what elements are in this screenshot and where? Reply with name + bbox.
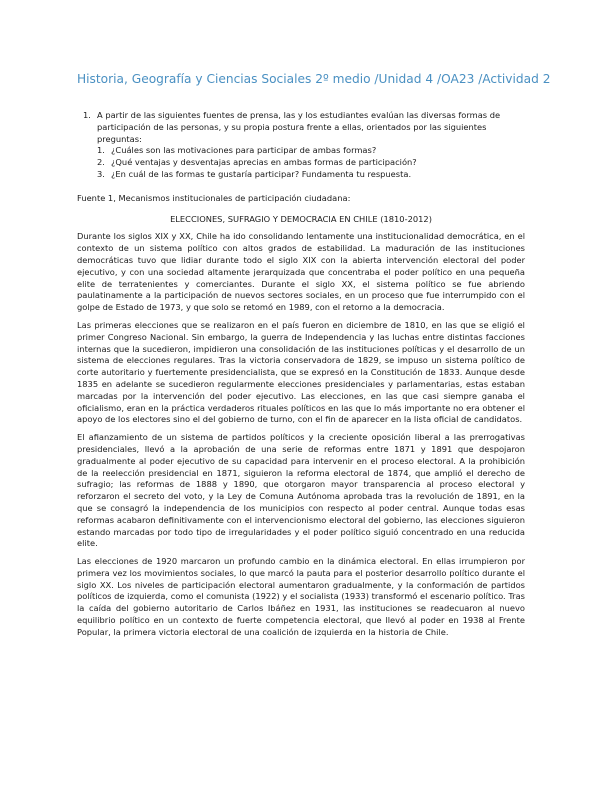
question-text: ¿Cuáles son las motivaciones para participar de ambas formas? — [111, 145, 377, 156]
question-text: ¿En cuál de las formas te gustaría participar? Fundamenta tu respuesta. — [111, 168, 412, 179]
question-item — [97, 145, 525, 157]
page-title: Historia, Geografía y Ciencias Sociales 2º medio /Unidad 4 /OA23 /Actividad 2 — [77, 72, 551, 86]
source-paragraph: El afianzamiento de un sistema de partidos políticos y la creciente oposición liberal a las prerrogativas presidenciales, llevó a la aprobación de una serie de reformas entre 1871 y 1891 que despojaron gradualmente al poder ejecutivo de su capacidad para intervenir en el proceso electoral. A la prohibición de la reelección presidencial en 1871, siguieron la reforma electoral de 1874, que amplió el derecho de sufragio; las reformas de 1888 y 1890, que otorgaron mayor transparencia al proceso electoral y reforzaron el secreto del voto, y la Ley de Comuna Autónoma aprobada tras la revolución de 1891, en la que se consagró la independencia de los municipios con respecto al poder central. Aunque todas esas reformas acabaron definitivamente con el intervencionismo electoral del gobierno, las elecciones siguieron estando marcadas por todo tipo de irregularidades y el poder político siguió concentrado en una reducida elite. — [77, 432, 525, 549]
question-number: 2. — [97, 157, 105, 168]
activity-number: 1. — [83, 110, 91, 120]
question-item — [97, 169, 525, 181]
question-item — [97, 157, 525, 169]
question-list — [97, 145, 525, 180]
question-number: 3. — [97, 168, 105, 179]
source-paragraph: Las primeras elecciones que se realizaron en el país fueron en diciembre de 1810, en las que se eligió el primer Congreso Nacional. Sin embargo, la guerra de Independencia y las luchas entre distintas facciones internas que la sucedieron, impidieron una consolidación de las instituciones políticas y el desarrollo de un sistema de elecciones regulares. Tras la victoria conservadora de 1829, se impuso un sistema político de corte autoritario y fuertemente presidencialista, que se expresó en la Constitución de 1833. Aunque desde 1835 en adelante se sucedieron regularmente elecciones presidenciales y parlamentarias, estas estaban marcadas por la intervención del poder ejecutivo. Las elecciones, en las que casi siempre ganaba el oficialismo, eran en la práctica verdaderos rituales políticos en las que lo más importante no era obtener el apoyo de los electores sino el del gobierno de turno, con el fin de aparecer en la lista oficial de candidatos. — [77, 319, 525, 425]
source-label: Fuente 1, Mecanismos institucionales de participación ciudadana: — [77, 192, 351, 203]
activity-intro: A partir de las siguientes fuentes de prensa, las y los estudiantes evalúan las diversas formas de participación de las personas, y su propia postura frente a ellas, orientados por las siguientes preguntas: — [97, 110, 501, 144]
question-text: ¿Qué ventajas y desventajas aprecias en ambas formas de participación? — [111, 157, 417, 168]
source-title: ELECCIONES, SUFRAGIO Y DEMOCRACIA EN CHILE (1810-2012) — [170, 213, 432, 224]
activity-item — [83, 110, 525, 181]
question-number: 1. — [97, 145, 105, 156]
document-content — [77, 110, 525, 639]
source-paragraph: Las elecciones de 1920 marcaron un profundo cambio en la dinámica electoral. En ellas irrumpieron por primera vez los movimientos sociales, lo que marcó la pauta para el posterior desarrollo político durante el siglo XX. Los niveles de participación electoral aumentaron gradualmente, y la conformación de partidos políticos de izquierda, como el comunista (1922) y el socialista (1933) transformó el escenario político. Tras la caída del gobierno autoritario de Carlos Ibáñez en 1931, las instituciones se readecuaron al nuevo equilibrio político en un contexto de fuerte competencia electoral, que llevó al poder en 1938 al Frente Popular, la primera victoria electoral de una coalición de izquierda en la historia de Chile. — [77, 556, 525, 637]
source-paragraph: Durante los siglos XIX y XX, Chile ha ido consolidando lentamente una institucionalidad democrática, en el contexto de un sistema político con altos grados de estabilidad. La maduración de las instituciones democráticas tuvo que lidiar durante todo el siglo XIX con la abierta intervención electoral del poder ejecutivo, y con una sociedad altamente jerarquizada que concentraba el poder político en una pequeña elite de terratenientes y comerciantes. Durante el siglo XX, el sistema político se fue abriendo paulatinamente a la participación de nuevos sectores sociales, en un proceso que fue interrumpido con el golpe de Estado de 1973, y que solo se retomó en 1989, con el retorno a la democracia. — [77, 231, 525, 313]
